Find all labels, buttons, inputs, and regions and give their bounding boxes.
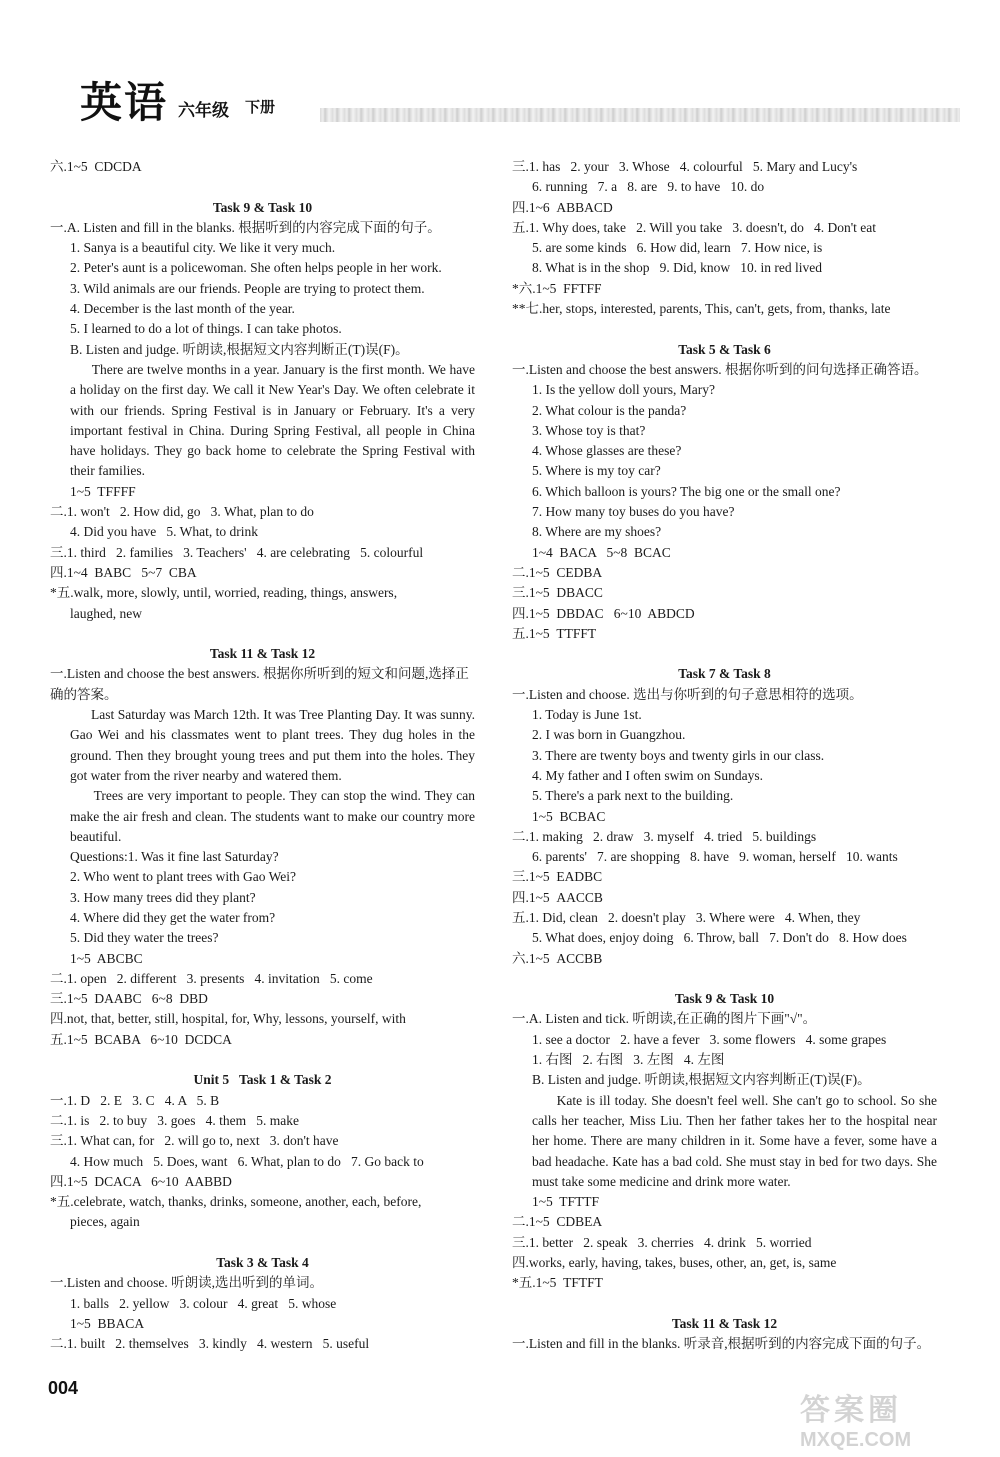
- right-column: [512, 157, 941, 1355]
- answer-line: 三.1~5 DAABC 6~8 DBD: [50, 991, 208, 1007]
- answer-line: 4. Where did they get the water from?: [70, 909, 276, 925]
- answer-line: 3. There are twenty boys and twenty girls in our class.: [532, 747, 825, 763]
- answer-line: 三.1. What can, for 2. will go to, next 3. don't have: [50, 1133, 339, 1149]
- spacer: [512, 644, 937, 664]
- watermark-bottom-text: MXQE.COM: [800, 1429, 912, 1451]
- answer-line: Last Saturday was March 12th. It was Tree Planting Day. It was sunny. Gao Wei and his classmates went to plant trees. They dug holes in the ground. Then they brought young trees and put them into the holes. They got water from the river nearby and watered them.: [70, 707, 479, 783]
- section-heading: Task 5 & Task 6: [678, 341, 771, 357]
- answer-line: 一.1. D 2. E 3. C 4. A 5. B: [50, 1092, 220, 1108]
- answer-line: 五.1~5 TTFFT: [512, 625, 597, 641]
- answer-line: 5. I learned to do a lot of things. I can take photos.: [70, 321, 342, 337]
- answer-line: B. Listen and judge. 听朗读,根据短文内容判断正(T)误(F)。: [532, 1072, 871, 1088]
- answer-line: 二.1. built 2. themselves 3. kindly 4. western 5. useful: [50, 1336, 370, 1352]
- answer-line: 2. Peter's aunt is a policewoman. She often helps people in her work.: [70, 260, 442, 276]
- answer-line: 二.1. making 2. draw 3. myself 4. tried 5. buildings: [512, 828, 817, 844]
- answer-line: 4. Did you have 5. What, to drink: [70, 524, 258, 540]
- spacer: [50, 1050, 475, 1070]
- answer-line: 8. What is in the shop 9. Did, know 10. in red lived: [532, 260, 822, 276]
- answer-line: 三.1. better 2. speak 3. cherries 4. drink 5. worried: [512, 1234, 812, 1250]
- answer-line: 三.1. third 2. families 3. Teachers' 4. are celebrating 5. colourful: [50, 544, 424, 560]
- section-heading: Task 7 & Task 8: [678, 666, 771, 682]
- answer-line: pieces, again: [70, 1214, 140, 1230]
- answer-line: 五.1~5 BCABA 6~10 DCDCA: [50, 1031, 232, 1047]
- answer-line: 7. How many toy buses do you have?: [532, 504, 735, 520]
- answer-line: 1~4 BACA 5~8 BCAC: [532, 544, 671, 560]
- section-heading: Task 11 & Task 12: [209, 646, 316, 662]
- answer-line: 6. running 7. a 8. are 9. to have 10. do: [532, 179, 765, 195]
- spacer: [512, 1294, 937, 1314]
- answer-line: 六.1~5 CDCDA: [50, 159, 142, 174]
- answer-line: 三.1. has 2. your 3. Whose 4. colourful 5. Mary and Lucy's: [512, 159, 858, 174]
- answer-line: 1. see a doctor 2. have a fever 3. some flowers 4. some grapes: [532, 1031, 887, 1047]
- answer-line: 三.1~5 DBACC: [512, 585, 603, 601]
- watermark-top-text: 答案圈: [800, 1393, 902, 1428]
- spacer: [512, 319, 937, 339]
- spacer: [50, 624, 475, 644]
- answer-line: *五.1~5 TFTFT: [512, 1275, 603, 1291]
- answer-line: 四.1~5 DBDAC 6~10 ABDCD: [512, 605, 695, 621]
- section-heading: Task 11 & Task 12: [671, 1315, 778, 1331]
- answer-line: 一.Listen and choose. 听朗读,选出听到的单词。: [50, 1275, 323, 1291]
- answer-line: 3. How many trees did they plant?: [70, 889, 256, 905]
- answer-line: 二.1. open 2. different 3. presents 4. invitation 5. come: [50, 970, 373, 986]
- answer-line: 1. Sanya is a beautiful city. We like it very much.: [70, 240, 336, 256]
- answer-line: 4. December is the last month of the year.: [70, 301, 295, 317]
- answer-line: 8. Where are my shoes?: [532, 524, 662, 540]
- answer-line: 5. Where is my toy car?: [532, 463, 661, 479]
- answer-line: 四.not, that, better, still, hospital, for, Why, lessons, yourself, with: [50, 1011, 406, 1027]
- answer-line: 一.Listen and choose the best answers. 根据你听到的问句选择正确答语。: [512, 361, 928, 377]
- answer-line: 1~5 TFTTF: [532, 1194, 600, 1210]
- answer-line: 5. There's a park next to the building.: [532, 788, 734, 804]
- spacer: [50, 1233, 475, 1253]
- answer-line: 二.1~5 CEDBA: [512, 564, 603, 580]
- answer-line: 五.1. Why does, take 2. Will you take 3. doesn't, do 4. Don't eat: [512, 219, 877, 235]
- answer-line: 1. 右图 2. 右图 3. 左图 4. 左图: [532, 1052, 725, 1068]
- answer-line: 五.1. Did, clean 2. doesn't play 3. Where were 4. When, they: [512, 909, 861, 925]
- section-heading: Unit 5 Task 1 & Task 2: [193, 1072, 332, 1088]
- answer-line: 二.1~5 CDBEA: [512, 1214, 603, 1230]
- answer-line: 四.1~6 ABBACD: [512, 199, 613, 215]
- answer-line: 一.Listen and choose. 选出与你听到的句子意思相符的选项。: [512, 686, 863, 702]
- left-column: [50, 157, 479, 1355]
- volume-label: 下册: [245, 98, 276, 116]
- section-heading: Task 3 & Task 4: [216, 1255, 309, 1271]
- watermark-logo: [800, 1385, 970, 1455]
- answer-line: 3. Whose toy is that?: [532, 422, 646, 438]
- answer-line: 1~5 ABCBC: [70, 950, 143, 966]
- answer-line: 5. are some kinds 6. How did, learn 7. How nice, is: [532, 240, 823, 256]
- answer-line: There are twelve months in a year. January is the first month. We have a holiday on the first day. We call it New Year's Day. We often celebrate it with our friends. Spring Festival is in January or February. It's a very important festival in China. During Spring Festival, all people in China have holidays. They go back home to celebrate the Spring Festival with their families.: [70, 361, 479, 479]
- answer-line: 一.Listen and fill in the blanks. 听录音,根据听到的内容完成下面的句子。: [512, 1336, 931, 1352]
- answer-line: 1. Is the yellow doll yours, Mary?: [532, 382, 715, 398]
- spacer: [50, 177, 475, 197]
- answer-line: 4. How much 5. Does, want 6. What, plan to do 7. Go back to: [70, 1153, 424, 1169]
- answer-line: **七.her, stops, interested, parents, This, can't, gets, from, thanks, late: [512, 301, 891, 317]
- answer-line: 5. Did they water the trees?: [70, 930, 219, 946]
- answer-line: 一.A. Listen and tick. 听朗读,在正确的图片下画"√"。: [512, 1011, 817, 1027]
- page-header: [80, 78, 960, 128]
- answer-line: 一.A. Listen and fill in the blanks. 根据听到的内容完成下面的句子。: [50, 219, 441, 235]
- answer-line: 一.Listen and choose the best answers. 根据你所听到的短文和问题,选择正确的答案。: [50, 666, 469, 702]
- answer-line: 3. Wild animals are our friends. People are trying to protect them.: [70, 280, 425, 296]
- answer-line: *五.walk, more, slowly, until, worried, reading, things, answers,: [50, 585, 398, 601]
- answer-line: 5. What does, enjoy doing 6. Throw, ball 7. Don't do 8. How does: [532, 930, 907, 946]
- answer-line: 1. balls 2. yellow 3. colour 4. great 5. whose: [70, 1295, 337, 1311]
- answer-line: 1~5 BBACA: [70, 1315, 145, 1331]
- answer-line: 二.1. is 2. to buy 3. goes 4. them 5. make: [50, 1112, 299, 1128]
- answer-line: 1. Today is June 1st.: [532, 707, 642, 723]
- answer-line: 四.1~5 DCACA 6~10 AABBD: [50, 1173, 232, 1189]
- answer-line: 四.1~4 BABC 5~7 CBA: [50, 564, 197, 580]
- answer-line: 三.1~5 EADBC: [512, 869, 603, 885]
- answer-line: 2. What colour is the panda?: [532, 402, 687, 418]
- answer-line: 4. My father and I often swim on Sundays.: [532, 767, 763, 783]
- answer-line: 6. Which balloon is yours? The big one or the small one?: [532, 483, 841, 499]
- answer-line: laughed, new: [70, 605, 142, 621]
- answer-line: *六.1~5 FFTFF: [512, 280, 602, 296]
- answer-line: Kate is ill today. She doesn't feel well. She can't go to school. So she calls her teacher, Miss Liu. Then her father takes her to the hospital near her home. There are many children in it. Some have a fever, some have a bad headache. Kate has a bad cold. She must stay in bed for two days. She must take some medicine and drink more water.: [532, 1092, 941, 1189]
- spacer: [512, 969, 937, 989]
- answer-line: 6. parents' 7. are shopping 8. have 9. woman, herself 10. wants: [532, 849, 898, 865]
- answer-line: Trees are very important to people. They can stop the wind. They can make the air fresh and clean. The students want to make our country more beautiful.: [70, 788, 479, 844]
- answer-line: 2. Who went to plant trees with Gao Wei?: [70, 869, 296, 885]
- section-heading: Task 9 & Task 10: [674, 991, 775, 1007]
- answer-line: 四.1~5 AACCB: [512, 889, 603, 905]
- answer-line: 2. I was born in Guangzhou.: [532, 727, 686, 743]
- page-number: 004: [48, 1378, 79, 1398]
- answer-line: 六.1~5 ACCBB: [512, 950, 603, 966]
- answer-line: 1~5 BCBAC: [532, 808, 606, 824]
- answer-line: 4. Whose glasses are these?: [532, 443, 682, 459]
- answer-line: Questions:1. Was it fine last Saturday?: [70, 849, 279, 865]
- answer-line: 四.works, early, having, takes, buses, other, an, get, is, same: [512, 1255, 837, 1271]
- subject-title: 英语: [80, 78, 169, 127]
- grade-label: 六年级: [178, 101, 229, 121]
- answer-line: B. Listen and judge. 听朗读,根据短文内容判断正(T)误(F)。: [70, 341, 409, 357]
- answer-line: 1~5 TFFFF: [70, 483, 136, 499]
- answer-line: 二.1. won't 2. How did, go 3. What, plan to do: [50, 504, 314, 520]
- header-decoration: [320, 108, 960, 122]
- answer-line: *五.celebrate, watch, thanks, drinks, someone, another, each, before,: [50, 1194, 422, 1210]
- section-heading: Task 9 & Task 10: [212, 199, 313, 215]
